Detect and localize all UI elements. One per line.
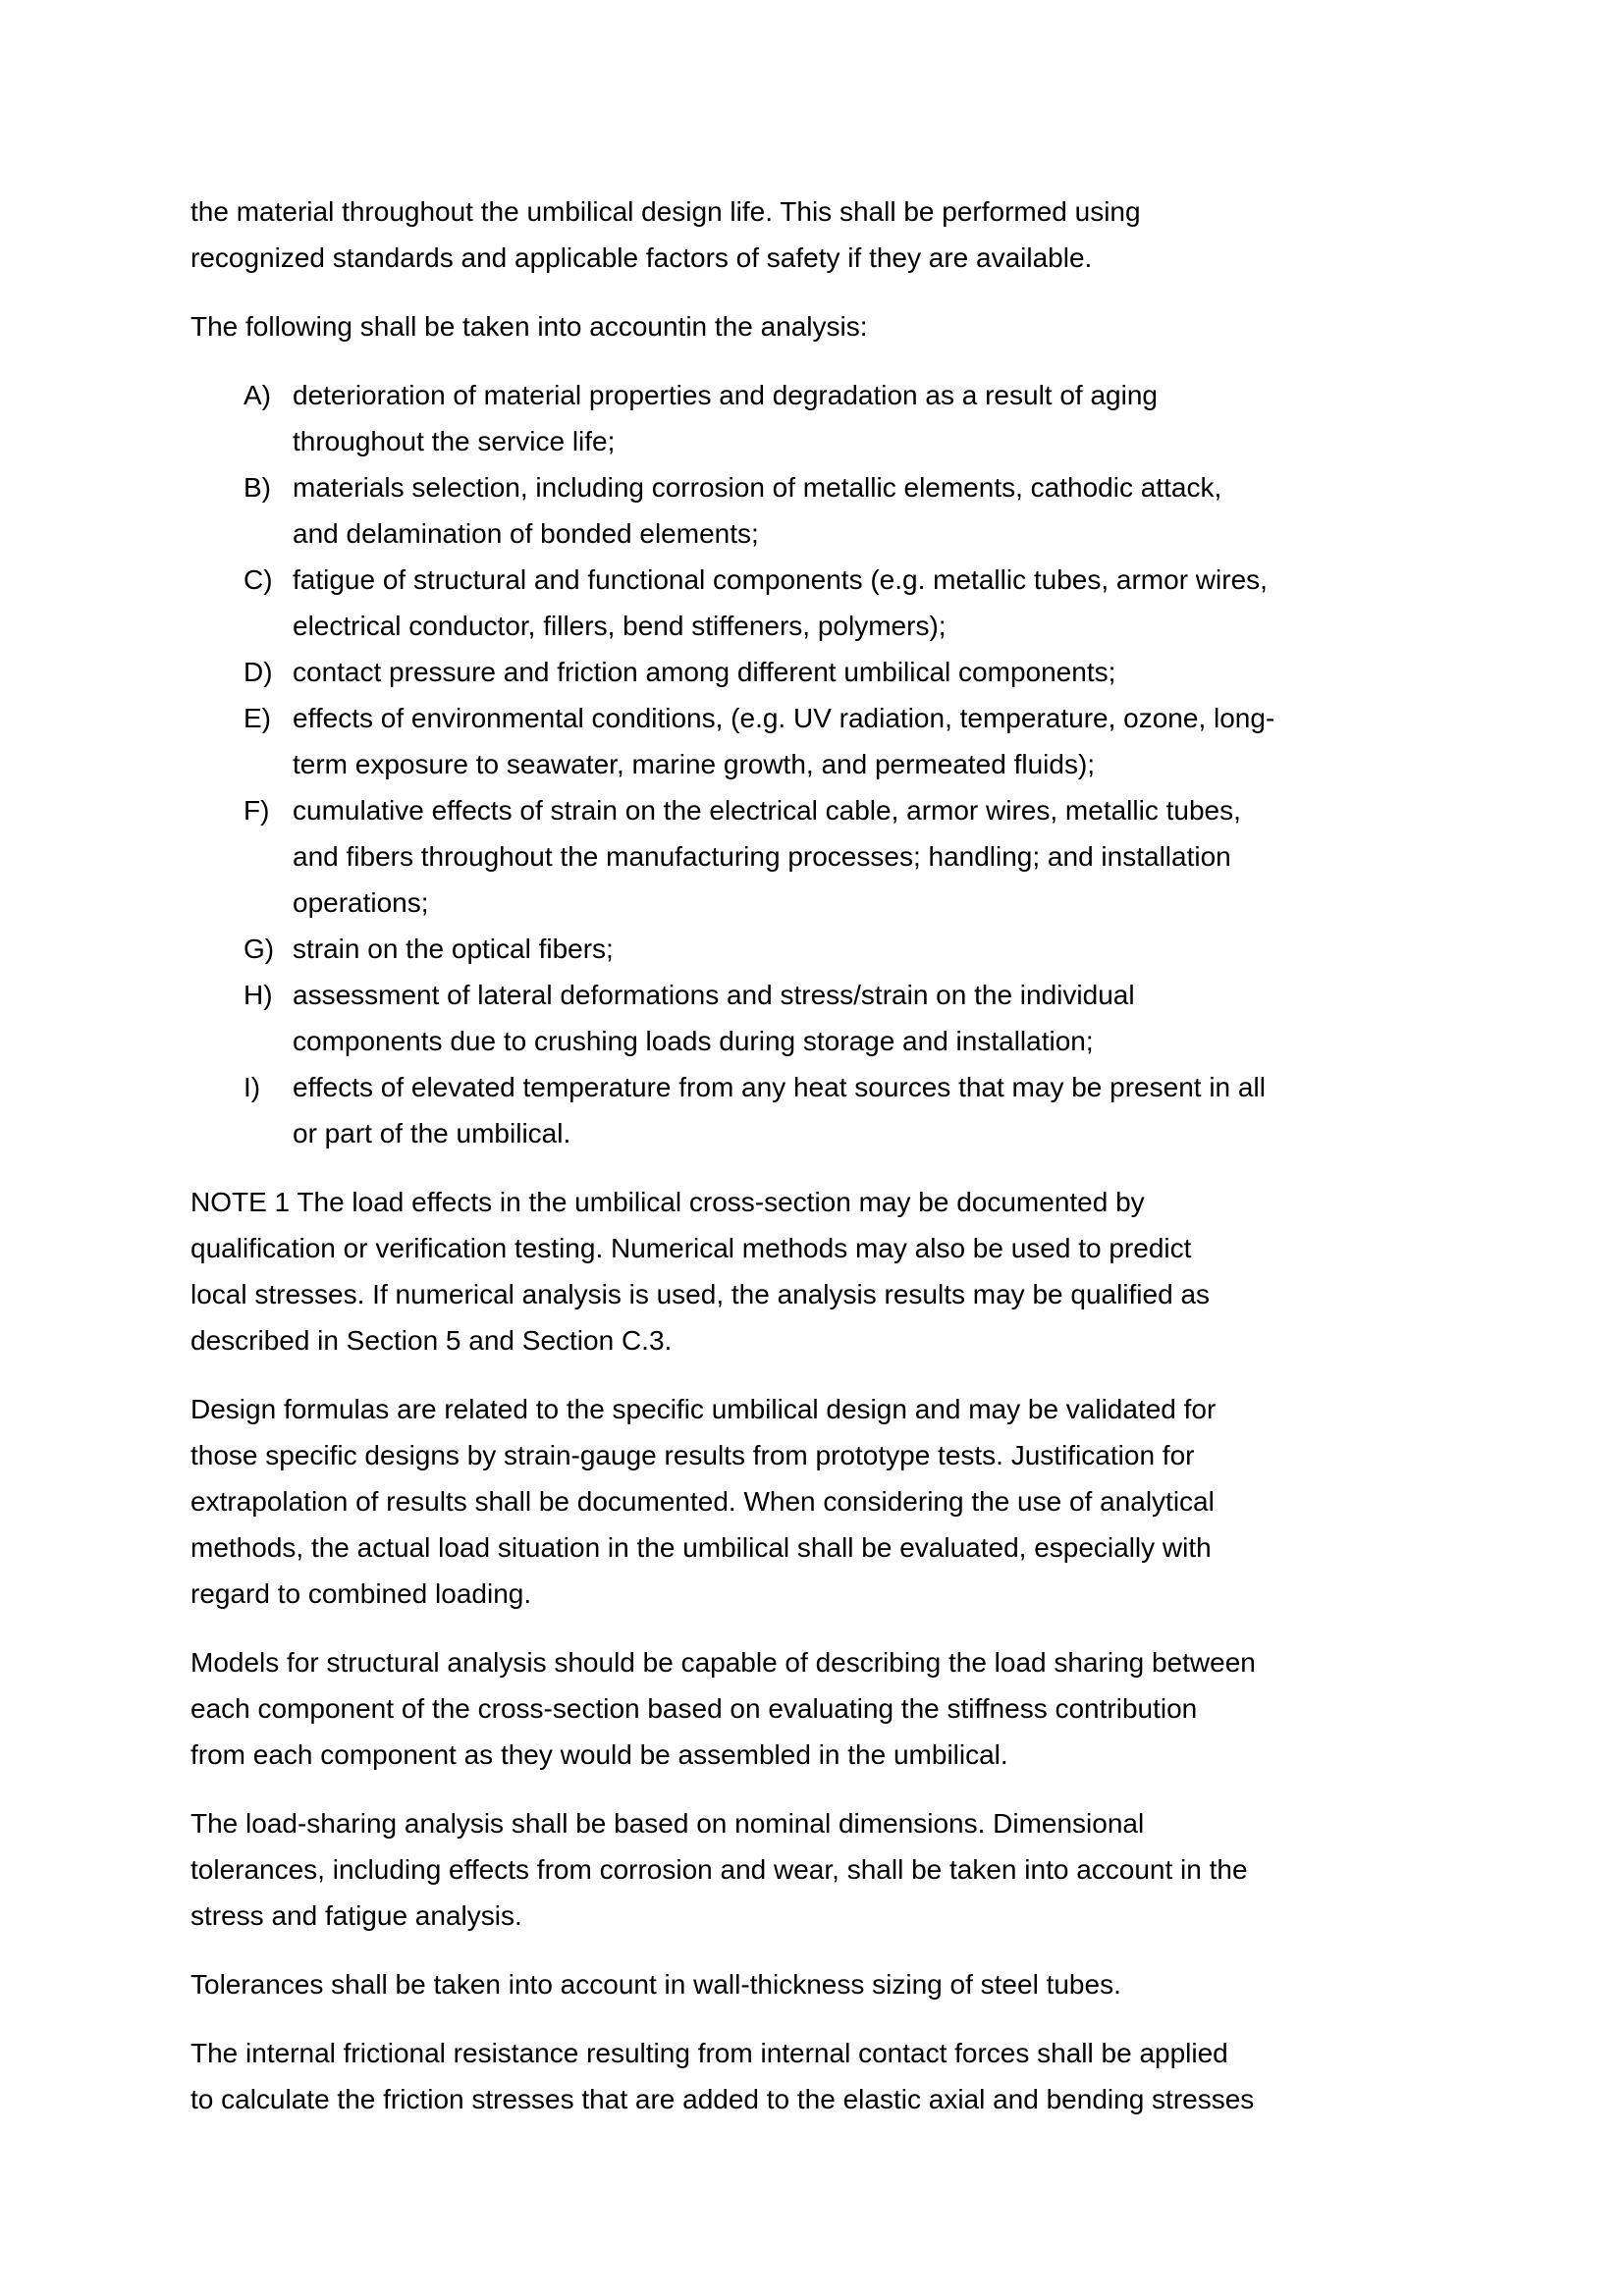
list-item-text xyxy=(293,1064,1447,1156)
text-line: or part of the umbilical. xyxy=(293,1118,571,1148)
text-line: throughout the service life; xyxy=(293,426,616,456)
text-line: The following shall be taken into accountin the analysis: xyxy=(190,311,868,342)
text-line: methods, the actual load situation in the umbilical shall be evaluated, especially with xyxy=(190,1532,1212,1563)
list-item-b xyxy=(190,464,1447,557)
text-line: and delamination of bonded elements; xyxy=(293,518,759,549)
list-item-text xyxy=(293,695,1447,787)
text-line: those specific designs by strain-gauge results from prototype tests. Justification for xyxy=(190,1440,1195,1470)
list-lead-in-paragraph xyxy=(190,303,1447,349)
list-item-text xyxy=(293,557,1447,649)
list-item-marker: A) xyxy=(244,380,271,410)
text-line: regard to combined loading. xyxy=(190,1578,532,1609)
list-item-c xyxy=(190,557,1447,649)
text-line: each component of the cross-section based on evaluating the stiffness contribution xyxy=(190,1693,1198,1724)
text-line: electrical conductor, fillers, bend stiffeners, polymers); xyxy=(293,611,947,641)
list-item-text xyxy=(293,649,1447,695)
text-line: deterioration of material properties and degradation as a result of aging xyxy=(293,380,1158,410)
text-line: term exposure to seawater, marine growth, and permeated fluids); xyxy=(293,749,1096,779)
text-line: fatigue of structural and functional components (e.g. metallic tubes, armor wires, xyxy=(293,564,1268,595)
text-line: strain on the optical fibers; xyxy=(293,934,614,964)
structural-models-paragraph xyxy=(190,1639,1447,1778)
list-item-d xyxy=(190,649,1447,695)
list-item-g xyxy=(190,926,1447,972)
tolerances-paragraph xyxy=(190,1961,1447,2007)
list-item-marker: E) xyxy=(244,703,271,733)
text-line: cumulative effects of strain on the electrical cable, armor wires, metallic tubes, xyxy=(293,795,1241,826)
list-item-h xyxy=(190,972,1447,1064)
text-line: and fibers throughout the manufacturing processes; handling; and installation xyxy=(293,841,1231,872)
text-line: The load-sharing analysis shall be based on nominal dimensions. Dimensional xyxy=(190,1808,1145,1839)
list-item-marker: I) xyxy=(244,1072,261,1102)
list-item-text xyxy=(293,372,1447,464)
text-line: effects of environmental conditions, (e.g. UV radiation, temperature, ozone, long- xyxy=(293,703,1275,733)
text-line: stress and fatigue analysis. xyxy=(190,1900,522,1931)
list-item-marker: C) xyxy=(244,564,273,595)
text-line: tolerances, including effects from corrosion and wear, shall be taken into account in the xyxy=(190,1854,1248,1885)
list-item-text xyxy=(293,464,1447,557)
text-line: the material throughout the umbilical design life. This shall be performed using xyxy=(190,196,1141,227)
text-line: NOTE 1 The load effects in the umbilical cross-section may be documented by xyxy=(190,1187,1145,1217)
list-item-marker: F) xyxy=(244,795,270,826)
list-item-marker: H) xyxy=(244,980,273,1010)
text-line: operations; xyxy=(293,887,429,918)
list-item-text xyxy=(293,972,1447,1064)
text-line: Design formulas are related to the specific umbilical design and may be validated for xyxy=(190,1394,1217,1424)
list-item-marker: D) xyxy=(244,657,273,687)
load-sharing-paragraph xyxy=(190,1800,1447,1939)
list-item-f xyxy=(190,787,1447,926)
list-item-i xyxy=(190,1064,1447,1156)
text-line: components due to crushing loads during storage and installation; xyxy=(293,1026,1094,1056)
text-line: materials selection, including corrosion of metallic elements, cathodic attack, xyxy=(293,472,1222,503)
list-item-a xyxy=(190,372,1447,464)
text-line: effects of elevated temperature from any heat sources that may be present in all xyxy=(293,1072,1266,1102)
text-line: Tolerances shall be taken into account in wall-thickness sizing of steel tubes. xyxy=(190,1969,1121,2000)
text-line: Models for structural analysis should be capable of describing the load sharing between xyxy=(190,1647,1256,1678)
analysis-considerations-list xyxy=(190,372,1447,1156)
note-paragraph xyxy=(190,1179,1447,1363)
intro-paragraph xyxy=(190,188,1447,281)
list-item-text xyxy=(293,926,1447,972)
list-item-marker: B) xyxy=(244,472,271,503)
text-line: contact pressure and friction among different umbilical components; xyxy=(293,657,1116,687)
text-line: The internal frictional resistance resulting from internal contact forces shall be applied xyxy=(190,2038,1228,2068)
list-item-marker: G) xyxy=(244,934,275,964)
text-line: extrapolation of results shall be documented. When considering the use of analytical xyxy=(190,1486,1215,1517)
text-line: recognized standards and applicable factors of safety if they are available. xyxy=(190,242,1093,273)
design-formulas-paragraph xyxy=(190,1386,1447,1617)
internal-friction-paragraph xyxy=(190,2030,1447,2122)
text-line: qualification or verification testing. Numerical methods may also be used to predict xyxy=(190,1233,1192,1263)
list-item-e xyxy=(190,695,1447,787)
text-line: described in Section 5 and Section C.3. xyxy=(190,1325,673,1356)
list-item-text xyxy=(293,787,1447,926)
text-line: to calculate the friction stresses that are added to the elastic axial and bending stresses xyxy=(190,2084,1255,2114)
text-line: from each component as they would be assembled in the umbilical. xyxy=(190,1739,1008,1770)
text-line: local stresses. If numerical analysis is used, the analysis results may be qualified as xyxy=(190,1279,1211,1309)
text-line: assessment of lateral deformations and stress/strain on the individual xyxy=(293,980,1135,1010)
